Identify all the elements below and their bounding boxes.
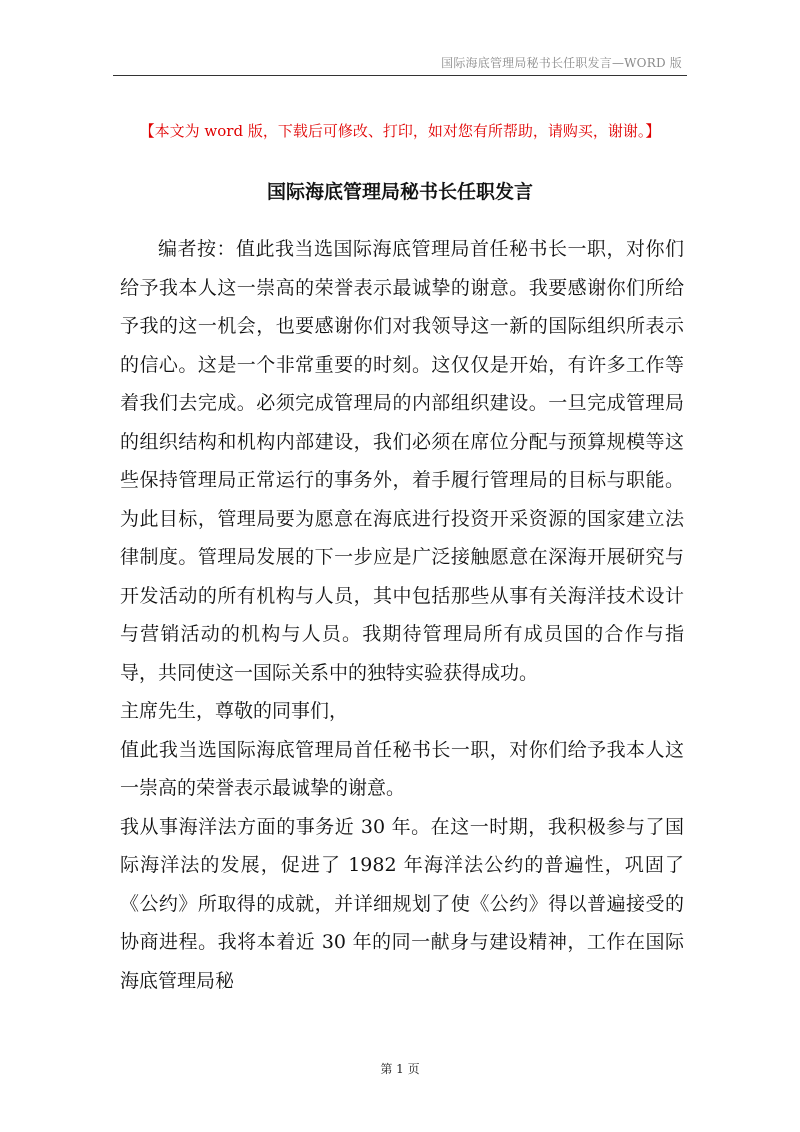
download-notice: 【本文为 word 版，下载后可修改、打印，如对您有所帮助，请购买，谢谢。】 [139,122,661,140]
paragraph-experience: 我从事海洋法方面的事务近 30 年。在这一时期，我积极参与了国际海洋法的发展，促进了 1982 年海洋法公约的普遍性，巩固了《公约》所取得的成就，并详细规划了使《公约》得以普遍接受的协商进程。我将本着近 30 年的同一献身与建设精神，工作在国际海底管理局秘 [120,815,684,992]
page-number: 第 1 页 [380,1062,420,1076]
paragraph-salutation: 主席先生，尊敬的同事们， [120,700,349,722]
paragraph-editor-note: 编者按：值此我当选国际海底管理局首任秘书长一职，对你们给予我本人这一崇高的荣誉表示最诚挚的谢意。我要感谢你们所给予我的这一机会，也要感谢你们对我领导这一新的国际组织所表示的信心。这是一个非常重要的时刻。这仅仅是开始，有许多工作等着我们去完成。必须完成管理局的内部组织建设。一旦完成管理局的组织结构和机构内部建设，我们必须在席位分配与预算规模等这些保持管理局正常运行的事务外，着手履行管理局的目标与职能。为此目标，管理局要为愿意在海底进行投资开采资源的国家建立法律制度。管理局发展的下一步应是广泛接触愿意在深海开展研究与开发活动的所有机构与人员，其中包括那些从事有关海洋技术设计与营销活动的机构与人员。我期待管理局所有成员国的合作与指导，共同使这一国际关系中的独特实验获得成功。 [120,238,684,684]
header-divider [113,75,687,76]
document-title: 国际海底管理局秘书长任职发言 [266,181,533,203]
document-body [120,230,684,1000]
paragraph-thanks: 值此我当选国际海底管理局首任秘书长一职，对你们给予我本人这一崇高的荣誉表示最诚挚的谢意。 [120,738,684,799]
running-header-title: 国际海底管理局秘书长任职发言—WORD 版 [441,56,682,70]
